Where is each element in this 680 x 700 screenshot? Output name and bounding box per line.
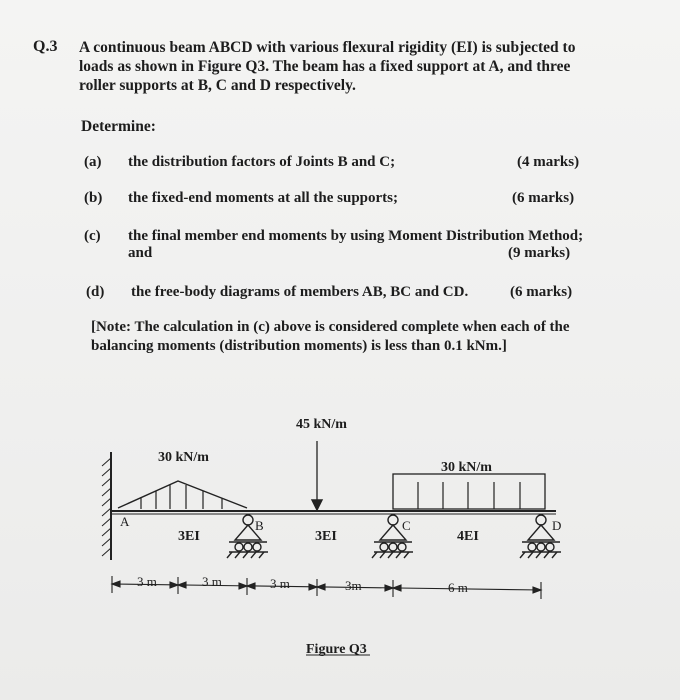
part-b-marks: (6 marks): [512, 190, 575, 206]
note-text: [Note: The calculation in (c) above is considered complete when each of the balancing moments (distribution moments) is less than 0.1 kNm.]: [91, 319, 570, 354]
part-b-label: (b): [84, 190, 103, 206]
dimension-2: 3 m: [202, 574, 222, 589]
question-intro: A continuous beam ABCD with various flexural rigidity (EI) is subjected to loads as shown in Figure Q3. The beam has a fixed support at A, and three roller supports at B, C and D respectively.: [79, 39, 576, 94]
dimension-5: 6 m: [448, 580, 468, 595]
beam-figure: [0, 400, 680, 700]
question-number: Q.3: [33, 38, 58, 55]
joint-a-label: A: [120, 514, 130, 529]
dimension-3: 3 m: [270, 576, 290, 591]
part-d-text: the free-body diagrams of members AB, BC and CD.: [131, 284, 469, 300]
dimension-line: [112, 576, 541, 599]
part-c-text-cont: and: [128, 245, 153, 261]
figure-caption: Figure Q3: [306, 642, 367, 657]
dimension-4: 3m: [345, 578, 362, 593]
part-d-marks: (6 marks): [510, 284, 573, 300]
dimension-1: 3 m: [137, 574, 157, 589]
determine-heading: Determine:: [81, 118, 156, 135]
part-c-label: (c): [84, 228, 101, 244]
stiffness-cd: 4EI: [457, 529, 479, 544]
point-load-label: 45 kN/m: [296, 417, 347, 432]
point-load-arrowhead: [312, 500, 322, 510]
part-a-text: the distribution factors of Joints B and C;: [128, 154, 396, 170]
udl-arrows: [418, 482, 520, 509]
part-d-label: (d): [86, 284, 105, 300]
part-c-marks: (9 marks): [508, 245, 571, 261]
triangular-load-outline: [118, 481, 247, 508]
part-a-marks: (4 marks): [517, 154, 580, 170]
triangular-load-arrows: [141, 485, 222, 509]
joint-c-label: C: [402, 518, 411, 533]
stiffness-ab: 3EI: [178, 529, 200, 544]
part-a-label: (a): [84, 154, 102, 170]
joint-b-label: B: [255, 518, 264, 533]
udl-box: [393, 474, 545, 509]
part-b-text: the fixed-end moments at all the supports;: [128, 190, 398, 206]
udl-left-label: 30 kN/m: [158, 450, 209, 465]
udl-right-label: 30 kN/m: [441, 460, 492, 475]
stiffness-bc: 3EI: [315, 529, 337, 544]
part-c-text: the final member end moments by using Moment Distribution Method;: [128, 228, 584, 244]
wall-hatching: [102, 458, 111, 556]
joint-d-label: D: [552, 518, 562, 533]
